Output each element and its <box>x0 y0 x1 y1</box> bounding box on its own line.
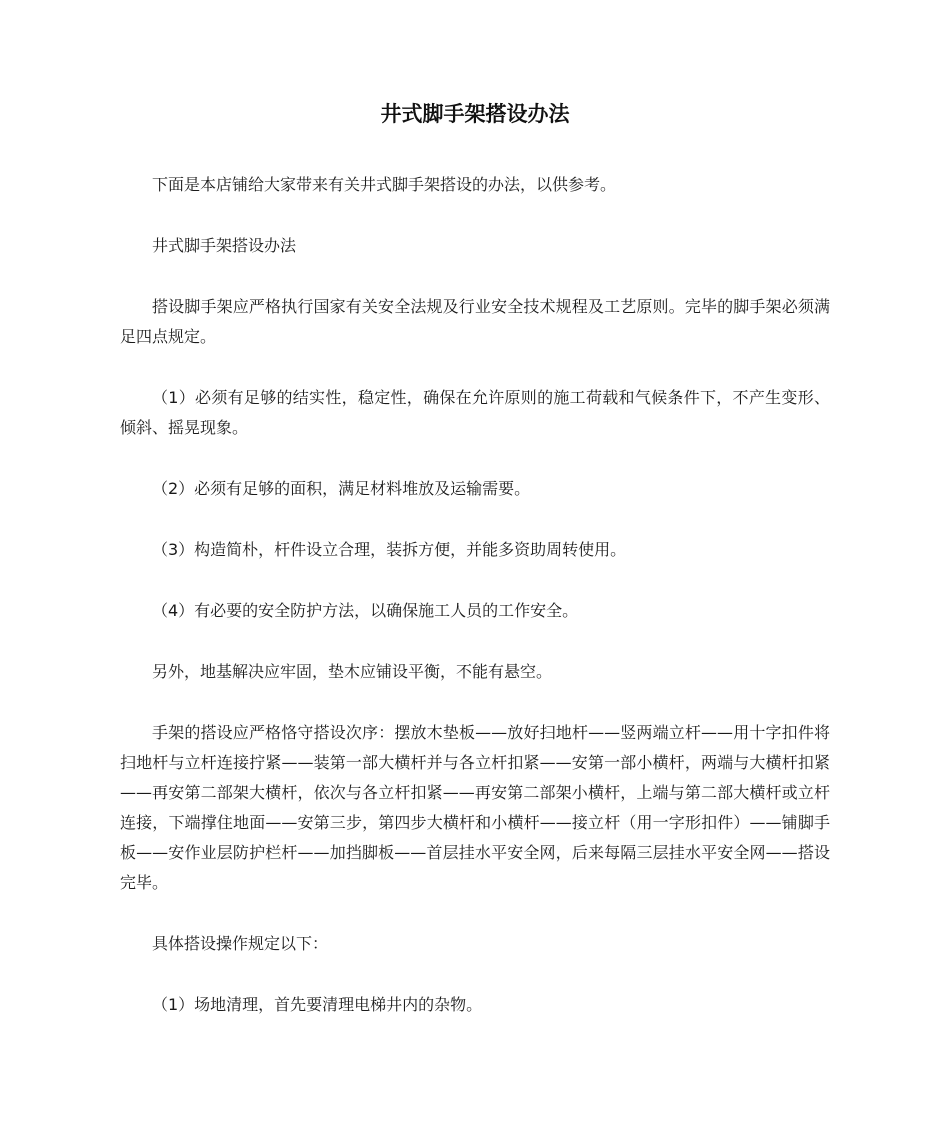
paragraph-intro: 下面是本店铺给大家带来有关井式脚手架搭设的办法，以供参考。 <box>152 175 617 194</box>
document-title: 井式脚手架搭设办法 <box>380 102 570 126</box>
paragraph-operation-rule-1: （1）场地清理，首先要清理电梯井内的杂物。 <box>152 995 483 1014</box>
paragraph-foundation: 另外，地基解决应牢固，垫木应铺设平衡，不能有悬空。 <box>152 662 553 681</box>
paragraph-erection-sequence: 手架的搭设应严格恪守搭设次序：摆放木垫板——放好扫地杆——竖两端立杆——用十字扣件将扫地杆与立杆连接拧紧——装第一部大横杆并与各立杆扣紧——安第一部小横杆，两端与大横杆扣紧——再安第二部架大横杆，依次与各立杆扣紧——再安第二部架小横杆，上端与第二部大横杆或立杆连接，下端撑住地面——安第三步，第四步大横杆和小横杆——接立杆（用一字形扣件）——铺脚手板——安作业层防护栏杆——加挡脚板——首层挂水平安全网，后来每隔三层挂水平安全网——搭设完毕。 <box>120 723 830 892</box>
paragraph-requirement-2: （2）必须有足够的面积，满足材料堆放及运输需要。 <box>152 479 531 498</box>
paragraph-requirement-3: （3）构造简朴，杆件设立合理，装拆方便，并能多资助周转使用。 <box>152 540 627 559</box>
paragraph-requirement-1: （1）必须有足够的结实性，稳定性，确保在允许原则的施工荷载和气候条件下，不产生变形、倾斜、摇晃现象。 <box>120 388 830 437</box>
paragraph-operation-rules-heading: 具体搭设操作规定以下： <box>152 934 329 953</box>
paragraph-section-heading: 井式脚手架搭设办法 <box>152 236 297 255</box>
paragraph-requirements-intro: 搭设脚手架应严格执行国家有关安全法规及行业安全技术规程及工艺原则。完毕的脚手架必须满足四点规定。 <box>120 297 830 346</box>
paragraph-requirement-4: （4）有必要的安全防护方法，以确保施工人员的工作安全。 <box>152 601 579 620</box>
